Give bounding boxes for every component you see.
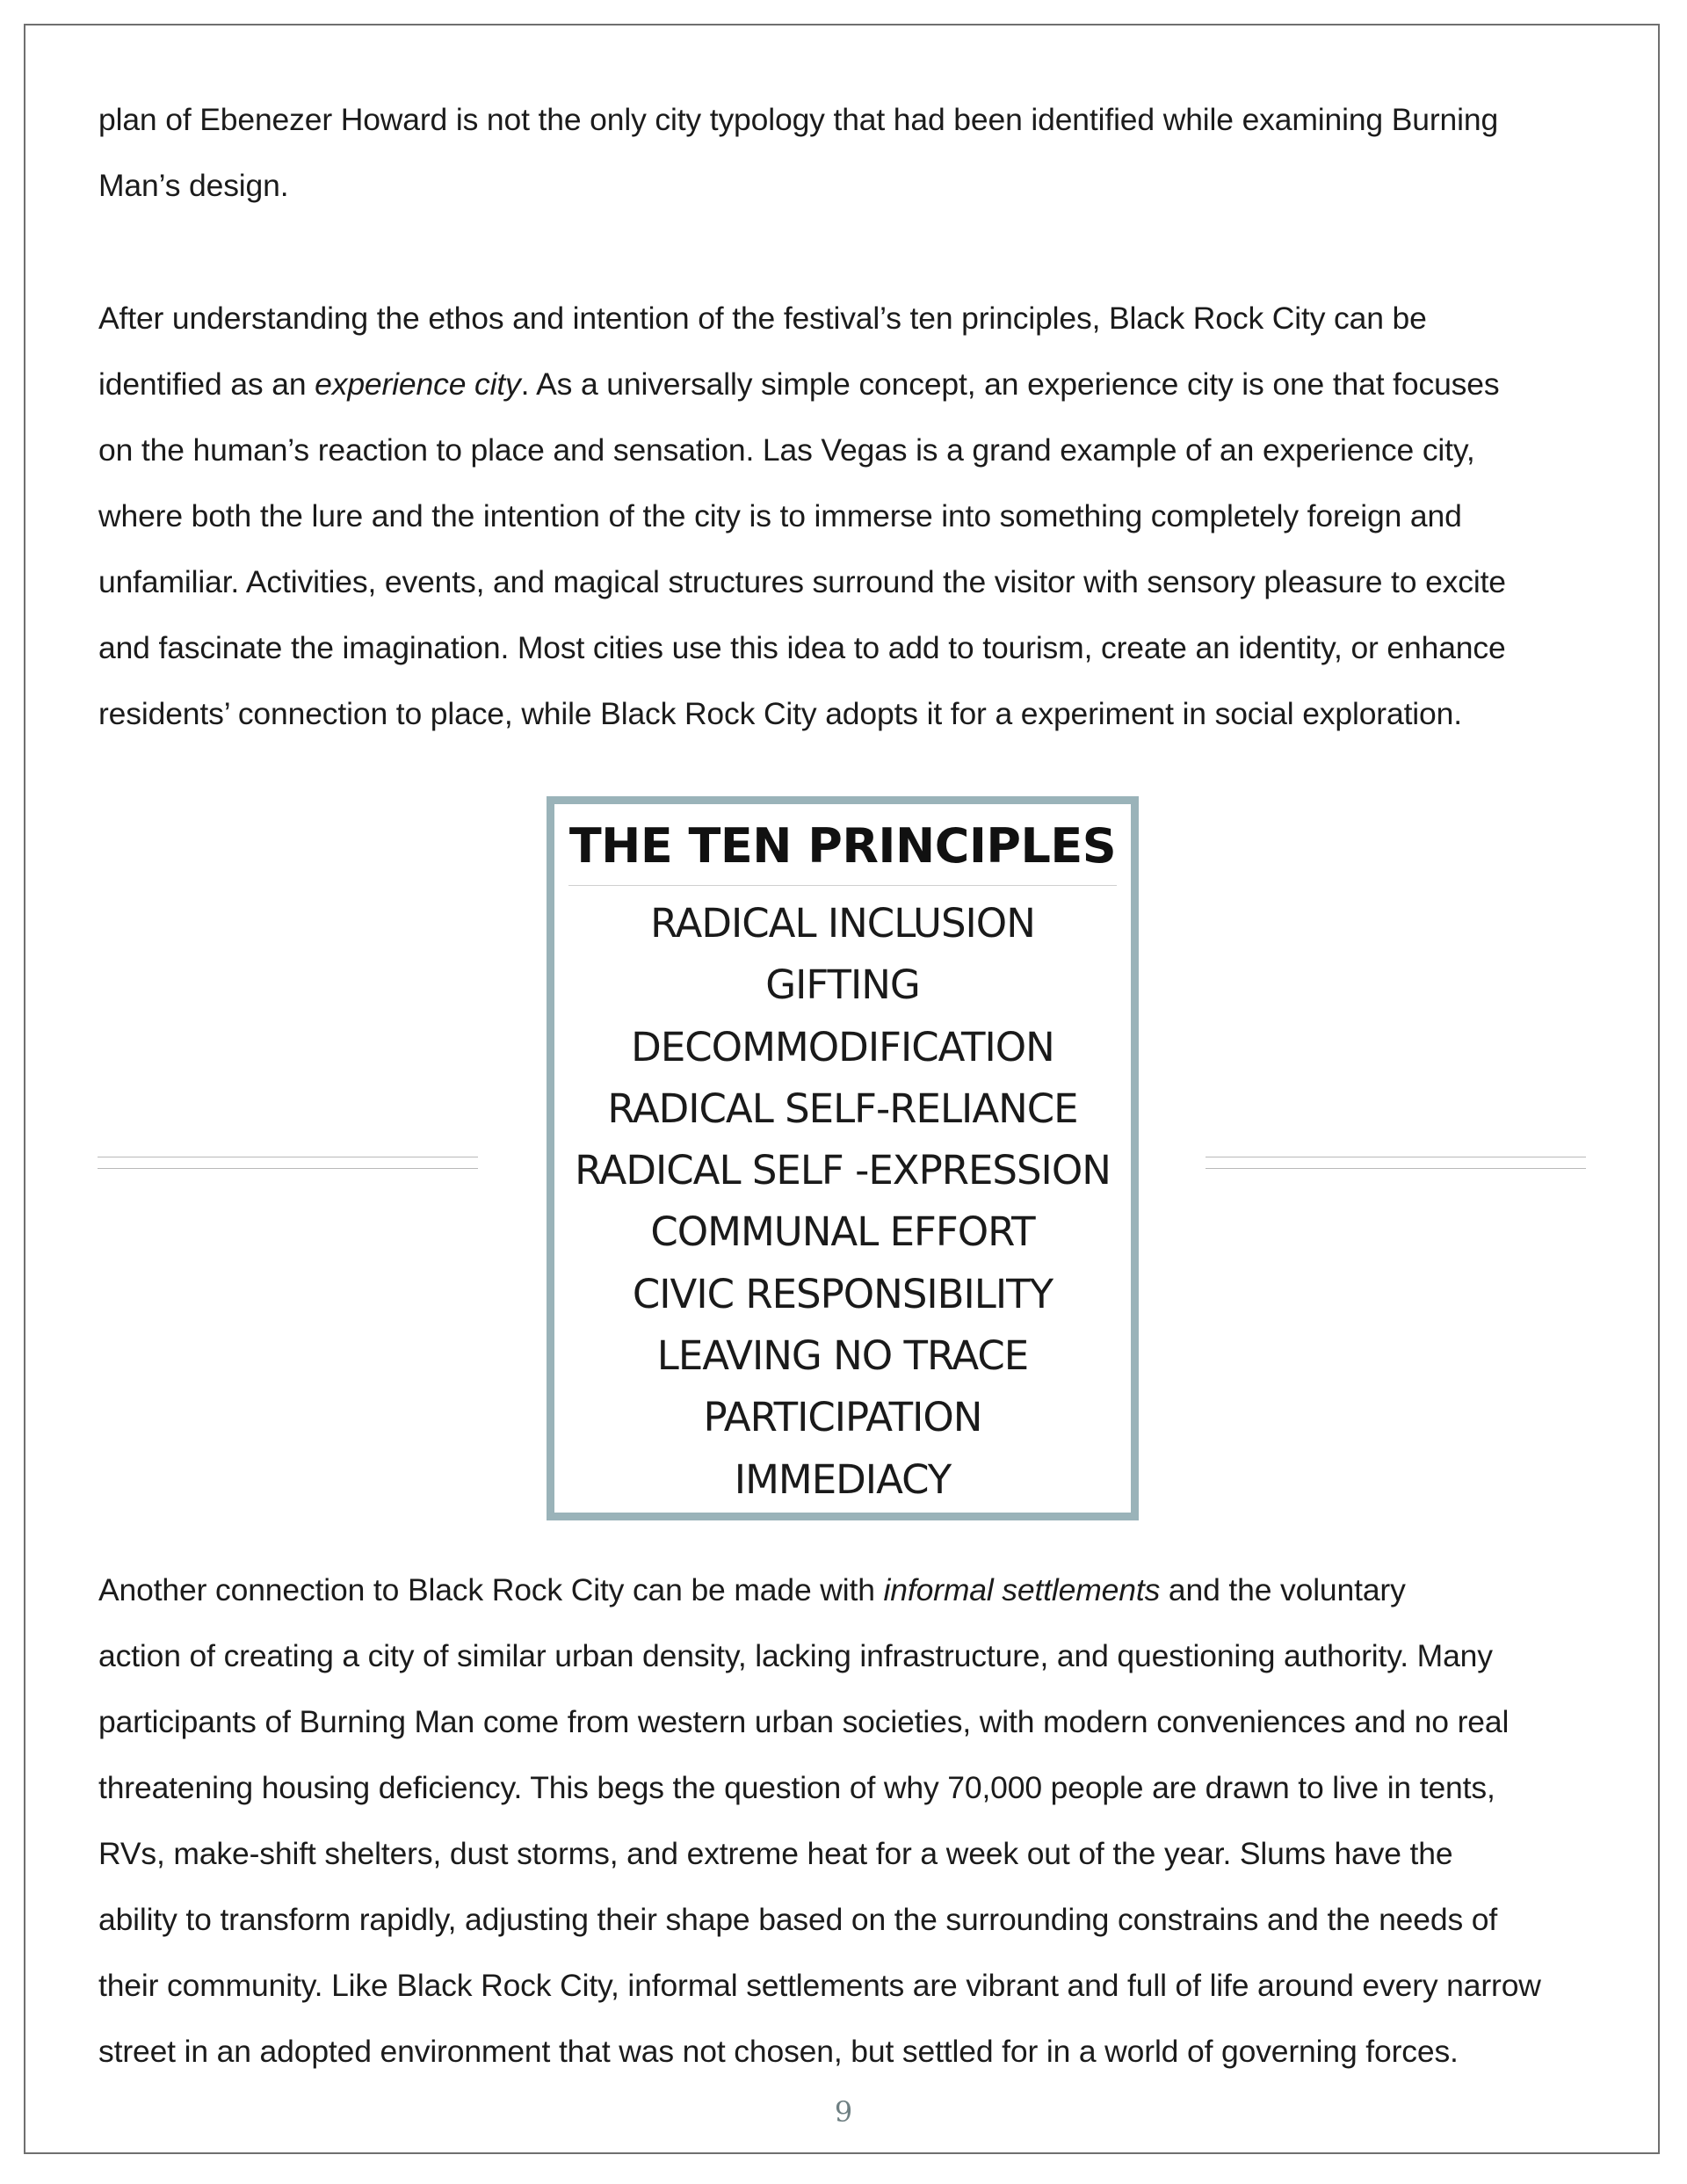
emphasis-informal-settlements: informal settlements (883, 1572, 1161, 1607)
text-line (98, 352, 1599, 417)
principles-title: THE TEN PRINCIPLES (568, 818, 1117, 874)
text-line: plan of Ebenezer Howard is not the only city typology that had been identified while examining Burning (98, 102, 1499, 137)
text-line: unfamiliar. Activities, events, and magical structures surround the visitor with sensory pleasure to excite (98, 564, 1506, 599)
text-span: . As a universally simple concept, an experience city is one that focuses (520, 366, 1500, 402)
paragraph-intro (98, 87, 1599, 219)
emphasis-experience-city: experience city (315, 366, 521, 402)
principle-item: LEAVING NO TRACE (656, 1332, 1029, 1380)
principle-item: IMMEDIACY (734, 1455, 952, 1503)
text-line: threatening housing deficiency. This begs the question of why 70,000 people are drawn to live in tents, (98, 1770, 1495, 1805)
text-line: street in an adopted environment that was not chosen, but settled for in a world of governing forces. (98, 2034, 1459, 2069)
principles-list (554, 893, 1131, 1511)
text-line: on the human’s reaction to place and sensation. Las Vegas is a grand example of an experience city, (98, 432, 1475, 468)
text-line (98, 1557, 1599, 1623)
principle-item: PARTICIPATION (703, 1394, 982, 1441)
principle-item: GIFTING (765, 961, 920, 1009)
text-line: ability to transform rapidly, adjusting their shape based on the surrounding constrains and the needs of (98, 1902, 1498, 1937)
principle-item: RADICAL SELF-RELIANCE (607, 1085, 1078, 1132)
principle-item: CIVIC RESPONSIBILITY (632, 1270, 1053, 1317)
title-underline (568, 885, 1117, 886)
text-span: identified as an (98, 366, 315, 402)
text-line: and fascinate the imagination. Most cities use this idea to add to tourism, create an identity, or enhance (98, 630, 1506, 665)
principle-item: COMMUNAL EFFORT (650, 1208, 1035, 1256)
ten-principles-box (547, 796, 1139, 1520)
text-line: residents’ connection to place, while Black Rock City adopts it for a experiment in social exploration. (98, 696, 1462, 731)
text-line: After understanding the ethos and intention of the festival’s ten principles, Black Rock City can be (98, 301, 1427, 336)
text-line: Man’s design. (98, 168, 289, 203)
text-line: action of creating a city of similar urban density, lacking infrastructure, and questioning authority. Many (98, 1638, 1493, 1673)
decorative-divider-right (1206, 1157, 1586, 1169)
text-line: participants of Burning Man come from western urban societies, with modern conveniences and no real (98, 1704, 1510, 1739)
text-line: their community. Like Black Rock City, informal settlements are vibrant and full of life around every narrow (98, 1968, 1541, 2003)
text-line: RVs, make-shift shelters, dust storms, and extreme heat for a week out of the year. Slums have the (98, 1836, 1453, 1871)
page-number: 9 (834, 2095, 853, 2129)
text-span: and the voluntary (1160, 1572, 1406, 1607)
decorative-divider-left (98, 1157, 478, 1169)
paragraph-informal-settlements (98, 1557, 1599, 2085)
paragraph-experience-city (98, 286, 1599, 747)
text-span: Another connection to Black Rock City can be made with (98, 1572, 884, 1607)
text-line: where both the lure and the intention of the city is to immerse into something completely foreign and (98, 498, 1462, 533)
principle-item: DECOMMODIFICATION (631, 1023, 1054, 1070)
principle-item: RADICAL INCLUSION (650, 900, 1035, 947)
principle-item: RADICAL SELF -EXPRESSION (575, 1147, 1111, 1194)
